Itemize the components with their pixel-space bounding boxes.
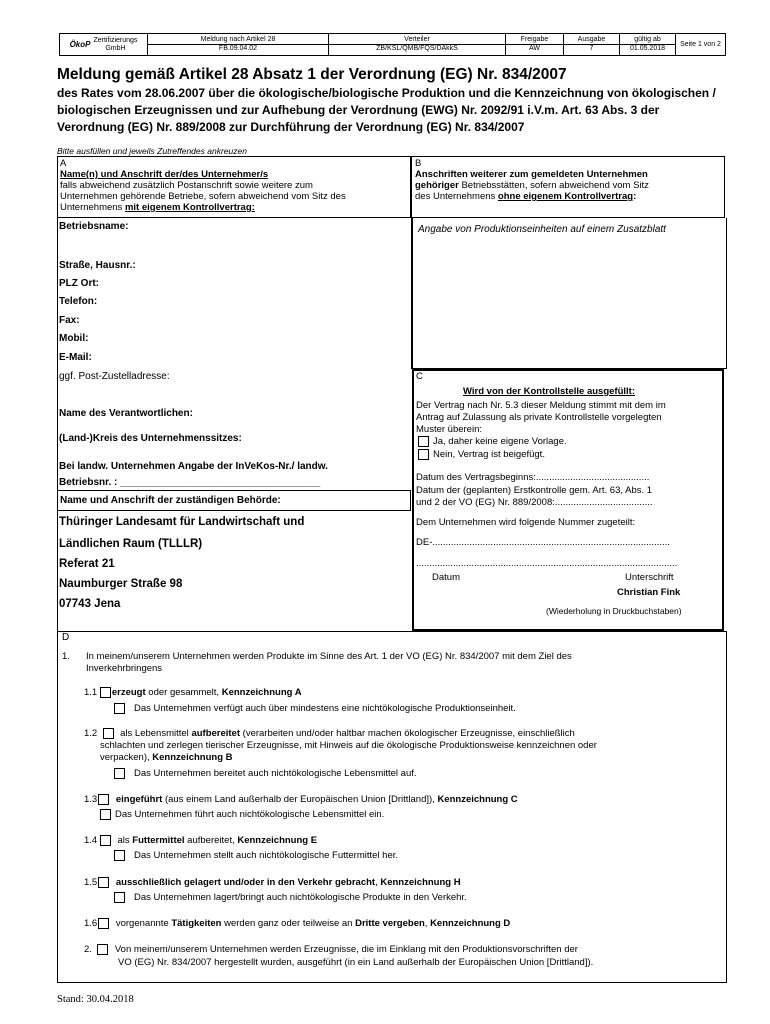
invekos-label-2[interactable]: Betriebsnr. : ____________________________________ xyxy=(59,477,321,488)
document-header xyxy=(59,33,726,56)
distributor-label: Verteiler xyxy=(329,36,505,45)
section-c-p2: Antrag auf Zulassung als private Kontrollstelle vorgelegten xyxy=(416,412,662,423)
repeat-note: (Wiederholung in Druckbuchstaben) xyxy=(546,606,682,616)
authority-line3: Referat 21 xyxy=(59,558,115,570)
org-cell xyxy=(60,34,148,55)
edition-label: Ausgabe xyxy=(564,36,619,45)
post-label[interactable]: ggf. Post-Zustelladresse: xyxy=(59,371,170,382)
item-1-3-sub[interactable]: Das Unternehmen führt auch nichtökologische Lebensmittel ein. xyxy=(100,809,384,821)
logo: ÖkoP xyxy=(69,39,91,49)
edition-value: 7 xyxy=(589,45,594,52)
authority-line5: 07743 Jena xyxy=(59,598,121,610)
authority-label: Name und Anschrift der zuständigen Behörde: xyxy=(60,495,281,506)
doc-code: FB.09.04.02 xyxy=(218,45,258,52)
signature-line[interactable]: ................................................................................................... xyxy=(416,558,678,569)
item1-number: 1. xyxy=(62,651,70,662)
section-c-heading: Wird von der Kontrollstelle ausgefüllt: xyxy=(463,386,635,397)
section-c-p1: Der Vertrag nach Nr. 5.3 dieser Meldung stimmt mit dem im xyxy=(416,400,666,411)
de-number-field[interactable]: DE-.......................................................................................... xyxy=(416,537,670,548)
option-yes[interactable]: Ja, daher keine eigene Vorlage. xyxy=(418,436,567,448)
item-2[interactable]: 2. Von meinem/unserem Unternehmen werden Erzeugnisse, die im Einklang mit den Produktionsvorschriften der xyxy=(84,944,578,956)
item1-text-1: In meinem/unserem Unternehmen werden Produkte im Sinne des Art. 1 der VO (EG) Nr. 834/2007 mit dem Ziel des xyxy=(86,651,572,662)
section-b-body xyxy=(411,218,727,369)
checkbox-2[interactable] xyxy=(97,944,108,955)
number-assigned-text: Dem Unternehmen wird folgende Nummer zugeteilt: xyxy=(416,517,636,528)
telefon-label[interactable]: Telefon: xyxy=(59,296,98,307)
option-no[interactable]: Nein, Vertrag ist beigefügt. xyxy=(418,449,545,461)
item-1-2[interactable]: 1.2 als Lebensmittel aufbereitet (verarbeiten und/oder haltbar machen ökologischer Erzeugnisse, einschließlich xyxy=(84,728,575,740)
checkbox-1-5[interactable] xyxy=(98,877,109,888)
section-b-letter: B xyxy=(415,158,422,169)
section-a-desc3: Unternehmens mit eigenem Kontrollvertrag: xyxy=(60,202,255,213)
checkbox-1-1[interactable] xyxy=(100,687,111,698)
invekos-label-1: Bei landw. Unternehmen Angabe der InVeKos-Nr./ landw. xyxy=(59,461,328,472)
fax-label[interactable]: Fax: xyxy=(59,315,80,326)
section-a-letter: A xyxy=(60,158,67,169)
release-value: AW xyxy=(528,45,541,52)
contract-start-date[interactable]: Datum des Vertragsbeginns:........................................... xyxy=(416,472,650,483)
datum-label: Datum xyxy=(432,572,460,583)
checkbox-1-2-sub[interactable] xyxy=(114,768,125,779)
item-1-5[interactable]: 1.5 ausschließlich gelagert und/oder in den Verkehr gebracht, Kennzeichnung H xyxy=(84,877,461,889)
valid-label: gültig ab xyxy=(620,36,675,45)
mobil-label[interactable]: Mobil: xyxy=(59,333,89,344)
checkbox-1-6[interactable] xyxy=(98,918,109,929)
section-b-heading3: des Unternehmens ohne eigenem Kontrollvertrag: xyxy=(415,191,637,202)
item-2-line2: VO (EG) Nr. 834/2007 hergestellt wurden, ausgeführt (in ein Land außerhalb der Europäischen Union [Drittland]). xyxy=(118,957,594,968)
first-check-date-2[interactable]: und 2 der VO (EG) Nr. 889/2008:..................................... xyxy=(416,497,653,508)
authority-line1: Thüringer Landesamt für Landwirtschaft und xyxy=(59,516,305,528)
distributor-value: ZB/KSL/QMB/FQS/DAkkS xyxy=(376,45,458,52)
plz-label[interactable]: PLZ Ort: xyxy=(59,278,99,289)
kreis-label[interactable]: (Land-)Kreis des Unternehmenssitzes: xyxy=(59,433,242,444)
page-title: Meldung gemäß Artikel 28 Absatz 1 der Verordnung (EG) Nr. 834/2007 xyxy=(57,66,567,83)
org-line2: GmbH xyxy=(105,44,126,52)
section-a-heading: Name(n) und Anschrift der/des Unternehmer/s xyxy=(60,169,269,180)
org-line1: Zertifizierungs xyxy=(93,36,138,44)
valid-cell xyxy=(620,34,676,55)
item-1-2-line3: verpacken), Kennzeichnung B xyxy=(100,752,233,763)
item-1-1[interactable]: 1.1 erzeugt oder gesammelt, Kennzeichnung A xyxy=(84,687,302,699)
page-subtitle: des Rates vom 28.06.2007 über die ökologische/biologische Produktion und die Kennzeichnung von ökologischen / biologischen Erzeugnissen und zur Aufhebung der Verordnung (EWG) Nr. 2092/91 i.V.m. Art. 63 Abs. 3 der Verordnung (EG) Nr. 889/2008 zur Durchführung der Verordnung (EG) Nr. 834/2007 xyxy=(57,86,716,134)
item-1-2-line2: schlachten und zerlegen tierischer Erzeugnisse, mit Hinweis auf die ökologische Produktionsweise kennzeichnen oder xyxy=(100,740,597,751)
checkbox-yes[interactable] xyxy=(418,436,429,447)
checkbox-1-4-sub[interactable] xyxy=(114,850,125,861)
checkbox-1-1-sub[interactable] xyxy=(114,703,125,714)
valid-value: 01.05.2018 xyxy=(629,45,666,52)
strasse-label[interactable]: Straße, Hausnr.: xyxy=(59,260,136,271)
fill-hint: Bitte ausfüllen und jeweils Zutreffendes ankreuzen xyxy=(57,146,247,156)
checkbox-no[interactable] xyxy=(418,449,429,460)
section-b-heading1: Anschriften weiterer zum gemeldeten Unternehmen xyxy=(415,169,648,180)
checkbox-1-5-sub[interactable] xyxy=(114,892,125,903)
checkbox-1-3-sub[interactable] xyxy=(100,809,111,820)
item-1-1-sub[interactable]: Das Unternehmen verfügt auch über mindestens eine nichtökologische Produktionseinheit. xyxy=(114,703,516,715)
item-1-4-sub[interactable]: Das Unternehmen stellt auch nichtökologische Futtermittel her. xyxy=(114,850,398,862)
betriebsname-label[interactable]: Betriebsname: xyxy=(59,221,129,232)
section-b-heading2: gehöriger Betriebsstätten, sofern abweichend vom Sitz xyxy=(415,180,649,191)
section-d-letter: D xyxy=(62,632,70,643)
section-a-header xyxy=(57,156,411,218)
checkbox-1-2[interactable] xyxy=(103,728,114,739)
page-label: Seite 1 von 2 xyxy=(680,40,721,48)
authority-label-box xyxy=(57,490,411,511)
item1-text-2: Inverkehrbringens xyxy=(86,663,163,674)
authority-line4: Naumburger Straße 98 xyxy=(59,578,183,590)
section-c-letter: C xyxy=(416,371,423,382)
signer-name: Christian Fink xyxy=(617,587,681,598)
section-c-p3: Muster überein: xyxy=(416,424,483,435)
checkbox-1-4[interactable] xyxy=(100,835,111,846)
section-d xyxy=(57,631,727,983)
section-a-desc1: falls abweichend zusätzlich Postanschrift sowie weitere zum xyxy=(60,180,313,191)
signature-label: Unterschrift xyxy=(625,572,674,583)
edition-cell xyxy=(564,34,620,55)
section-b-header xyxy=(411,156,725,218)
section-b-note: Angabe von Produktionseinheiten auf einem Zusatzblatt xyxy=(418,224,666,235)
authority-body xyxy=(57,511,413,631)
doc-cell xyxy=(148,34,329,55)
item-1-5-sub[interactable]: Das Unternehmen lagert/bringt auch nichtökologische Produkte in den Verkehr. xyxy=(114,892,467,904)
release-label: Freigabe xyxy=(506,36,563,45)
verantwortlicher-label[interactable]: Name des Verantwortlichen: xyxy=(59,408,193,419)
authority-line2: Ländlichen Raum (TLLLR) xyxy=(59,538,203,550)
email-label[interactable]: E-Mail: xyxy=(59,352,92,363)
footer-date: Stand: 30.04.2018 xyxy=(57,994,134,1005)
item-1-4[interactable]: 1.4 als Futtermittel aufbereitet, Kennzeichnung E xyxy=(84,835,318,847)
first-check-date-1: Datum der (geplanten) Erstkontrolle gem. Art. 63, Abs. 1 xyxy=(416,485,653,496)
page-cell xyxy=(676,34,725,55)
section-a-desc2: Unternehmen gehörende Betriebe, sofern abweichend vom Sitz des xyxy=(60,191,346,202)
section-a-fields xyxy=(57,218,413,490)
distributor-cell xyxy=(329,34,506,55)
release-cell xyxy=(506,34,564,55)
checkbox-1-3[interactable] xyxy=(98,794,109,805)
item-1-3[interactable]: 1.3 eingeführt (aus einem Land außerhalb der Europäischen Union [Drittland]), Kennzeichnung C xyxy=(84,794,518,806)
item-1-6[interactable]: 1.6 vorgenannte Tätigkeiten werden ganz oder teilweise an Dritte vergeben, Kennzeichnung D xyxy=(84,918,511,930)
doc-label: Meldung nach Artikel 28 xyxy=(148,36,328,45)
item-1-2-sub[interactable]: Das Unternehmen bereitet auch nichtökologische Lebensmittel auf. xyxy=(114,768,417,780)
